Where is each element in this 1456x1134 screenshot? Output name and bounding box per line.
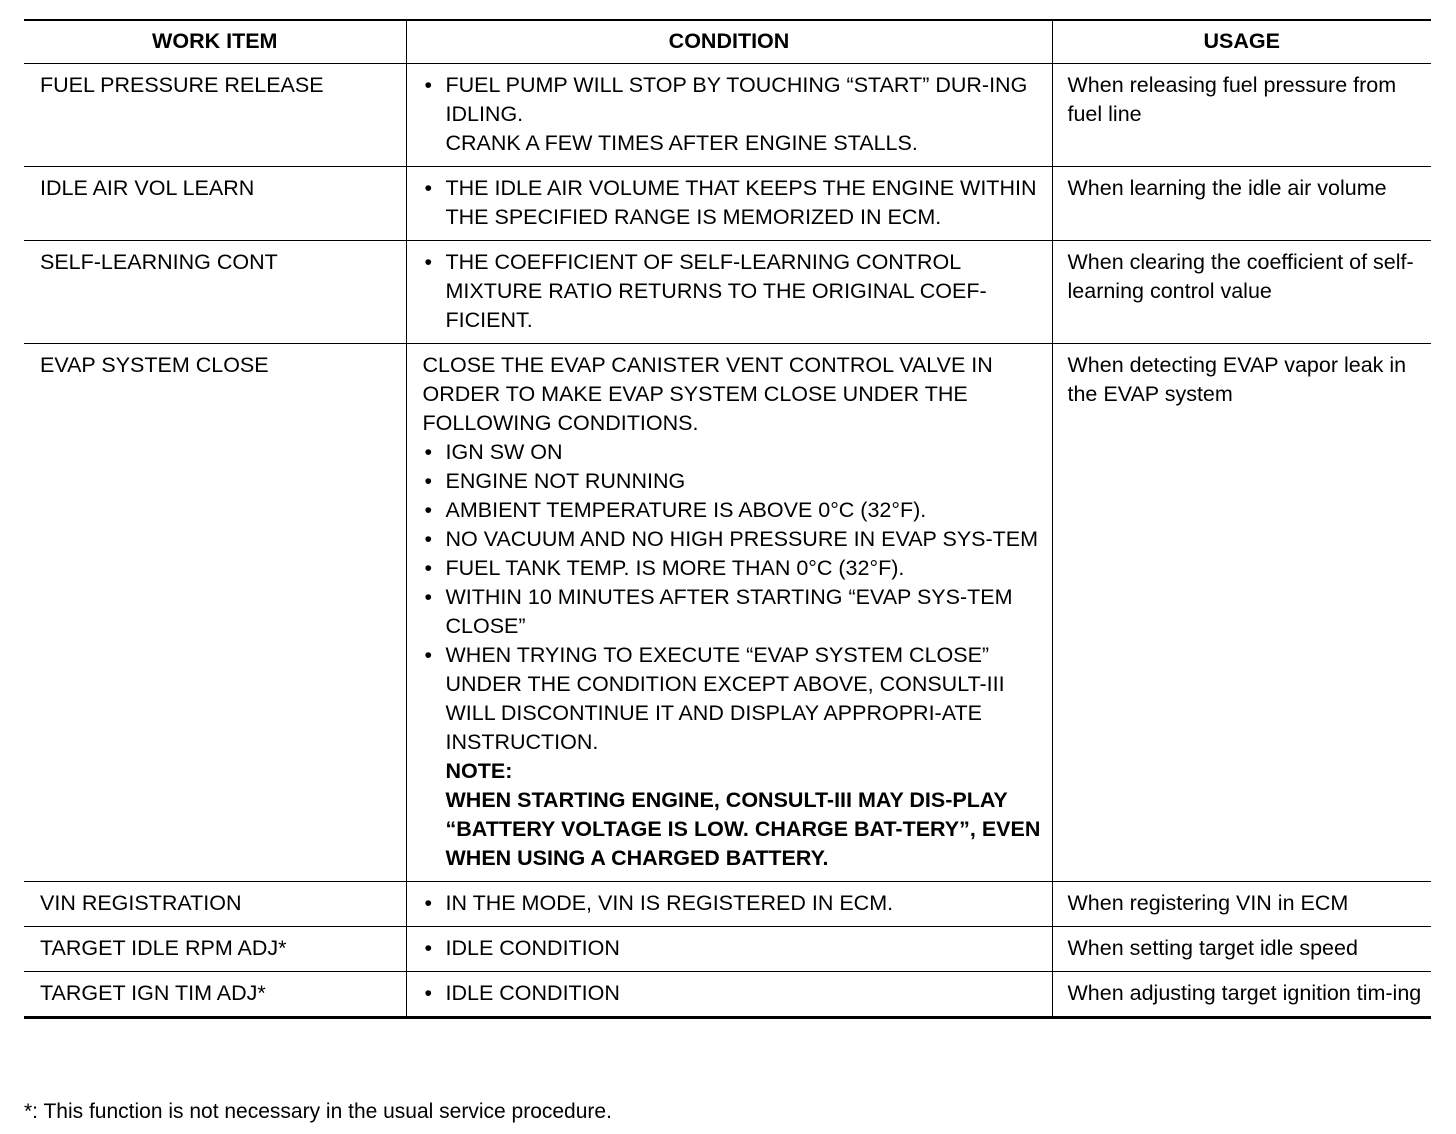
condition-list (423, 174, 1044, 232)
usage-cell: When clearing the coefficient of self-learning control value (1052, 241, 1431, 344)
table-row (24, 167, 1431, 241)
work-item-cell: TARGET IGN TIM ADJ* (24, 972, 406, 1018)
condition-bullet: • IN THE MODE, VIN IS REGISTERED IN ECM. (423, 889, 1044, 918)
condition-continuation: CRANK A FEW TIMES AFTER ENGINE STALLS. (445, 131, 918, 155)
condition-bullet: • FUEL PUMP WILL STOP BY TOUCHING “START” DUR-ING IDLING. (423, 71, 1044, 129)
table-row (24, 241, 1431, 344)
header-work-item: WORK ITEM (24, 20, 406, 64)
usage-cell: When setting target idle speed (1052, 927, 1431, 972)
condition-list (423, 934, 1044, 963)
work-item-cell: FUEL PRESSURE RELEASE (24, 64, 406, 167)
condition-bullet: • THE IDLE AIR VOLUME THAT KEEPS THE ENGINE WITHIN THE SPECIFIED RANGE IS MEMORIZED IN ECM. (423, 174, 1044, 232)
condition-list (423, 71, 1044, 129)
condition-cell (406, 344, 1052, 882)
condition-list (423, 889, 1044, 918)
work-item-cell: VIN REGISTRATION (24, 882, 406, 927)
condition-bullet: • AMBIENT TEMPERATURE IS ABOVE 0°C (32°F). (423, 496, 1044, 525)
work-support-table (24, 19, 1431, 1019)
usage-cell: When registering VIN in ECM (1052, 882, 1431, 927)
condition-bullet: • IGN SW ON (423, 438, 1044, 467)
condition-cell (406, 927, 1052, 972)
note-label: NOTE: (445, 759, 513, 783)
condition-bullet: • ENGINE NOT RUNNING (423, 467, 1044, 496)
condition-list (423, 979, 1044, 1008)
condition-cell (406, 241, 1052, 344)
condition-cell (406, 972, 1052, 1018)
condition-bullet: • WITHIN 10 MINUTES AFTER STARTING “EVAP SYS-TEM CLOSE” (423, 583, 1044, 641)
footnote: *: This function is not necessary in the usual service procedure. (24, 1100, 612, 1123)
condition-cell (406, 64, 1052, 167)
work-item-cell: IDLE AIR VOL LEARN (24, 167, 406, 241)
header-condition: CONDITION (406, 20, 1052, 64)
condition-cell (406, 882, 1052, 927)
condition-bullet: • IDLE CONDITION (423, 979, 1044, 1008)
table-header-row (24, 20, 1431, 64)
note-text: WHEN STARTING ENGINE, CONSULT-III MAY DIS-PLAY “BATTERY VOLTAGE IS LOW. CHARGE BAT-TERY”, EVEN WHEN USING A CHARGED BATTERY. (445, 788, 1041, 870)
usage-cell: When adjusting target ignition tim-ing (1052, 972, 1431, 1018)
condition-list (423, 248, 1044, 335)
condition-cell (406, 167, 1052, 241)
condition-bullet: • THE COEFFICIENT OF SELF-LEARNING CONTROL MIXTURE RATIO RETURNS TO THE ORIGINAL COEF-FICIENT. (423, 248, 1044, 335)
condition-bullet: • WHEN TRYING TO EXECUTE “EVAP SYSTEM CLOSE” UNDER THE CONDITION EXCEPT ABOVE, CONSULT-III WILL DISCONTINUE IT AND DISPLAY APPROPRI-ATE INSTRUCTION. (423, 641, 1044, 757)
condition-bullet: • FUEL TANK TEMP. IS MORE THAN 0°C (32°F). (423, 554, 1044, 583)
condition-bullet: • NO VACUUM AND NO HIGH PRESSURE IN EVAP SYS-TEM (423, 525, 1044, 554)
table-row (24, 882, 1431, 927)
usage-cell: When detecting EVAP vapor leak in the EVAP system (1052, 344, 1431, 882)
table-row (24, 972, 1431, 1018)
usage-cell: When learning the idle air volume (1052, 167, 1431, 241)
work-item-cell: EVAP SYSTEM CLOSE (24, 344, 406, 882)
work-item-cell: SELF-LEARNING CONT (24, 241, 406, 344)
table-row (24, 64, 1431, 167)
work-item-cell: TARGET IDLE RPM ADJ* (24, 927, 406, 972)
table-row (24, 927, 1431, 972)
table-row (24, 344, 1431, 882)
condition-list (423, 438, 1044, 757)
condition-intro: CLOSE THE EVAP CANISTER VENT CONTROL VALVE IN ORDER TO MAKE EVAP SYSTEM CLOSE UNDER THE FOLLOWING CONDITIONS. (422, 353, 993, 435)
usage-cell: When releasing fuel pressure from fuel line (1052, 64, 1431, 167)
header-usage: USAGE (1052, 20, 1431, 64)
condition-bullet: • IDLE CONDITION (423, 934, 1044, 963)
